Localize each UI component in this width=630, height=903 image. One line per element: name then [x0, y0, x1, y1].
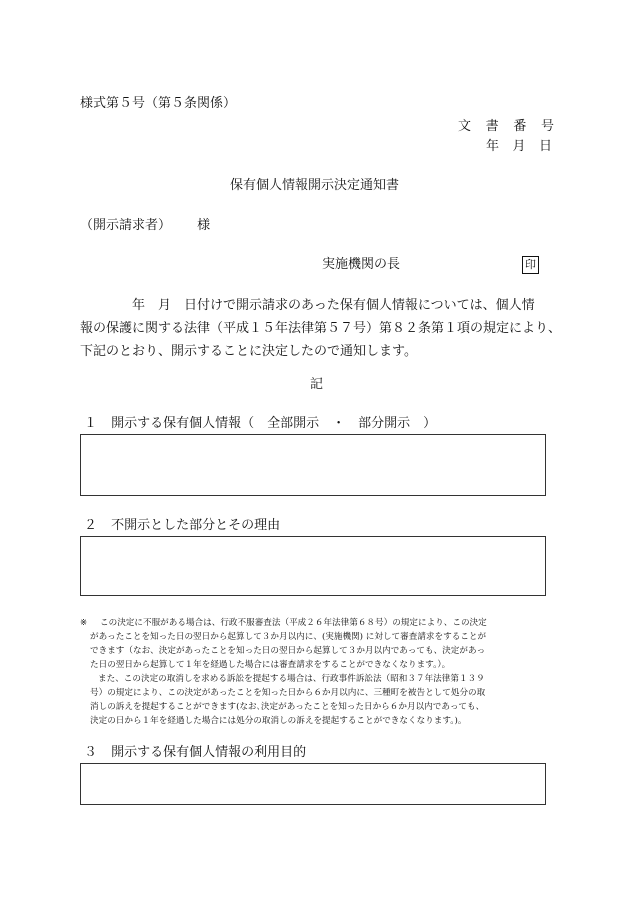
section-1-heading: [84, 416, 436, 432]
recipient-label: （開示請求者）: [80, 218, 172, 233]
note-line: があったことを知った日の翌日から起算して３か月以内に、(実施機関) に対して審査請求をすることが: [90, 632, 487, 642]
body-line: 下記のとおり、開示することに決定したので通知します。: [80, 344, 417, 359]
form-number: 様式第５号（第５条関係）: [80, 96, 237, 111]
document-title: 保有個人情報開示決定通知書: [230, 178, 400, 193]
seal-mark: 印: [522, 256, 539, 274]
note-line: 号）の規定により、この決定があったことを知った日から６か月以内に、三種町を被告として処分の取: [90, 688, 486, 698]
appeal-note: [80, 616, 560, 728]
document-number: [458, 119, 554, 135]
section-number: ３: [84, 745, 98, 760]
date-char: 日: [538, 139, 552, 154]
section-2-heading: [84, 518, 280, 534]
doc-number-char: 号: [540, 119, 554, 134]
doc-number-char: 文: [458, 119, 472, 134]
body-line: 報の保護に関する法律（平成１５年法律第５７号）第８２条第１項の規定により、: [80, 321, 562, 336]
note-line: できます（なお、決定があったことを知った日の翌日から起算して３か月以内であっても、決定があっ: [90, 646, 486, 656]
sender-label: 実施機関の長: [322, 257, 401, 272]
body-paragraph: [80, 294, 560, 363]
section-number: １: [84, 416, 98, 431]
section-label: 開示する保有個人情報の利用目的: [111, 745, 307, 760]
body-line: 年 月 日付けで開示請求のあった保有個人情報については、個人情: [132, 298, 535, 313]
date-char: 年: [486, 139, 500, 154]
note-line: また、この決定の取消しを求める訴訟を提起する場合は、行政事件訴訟法（昭和３７年法律第１３９: [98, 674, 485, 684]
section-3-heading: [84, 745, 306, 761]
date-char: 月: [512, 139, 526, 154]
note-line: 消しの訴えを提起することができます(なお､決定があったことを知った日から６か月以内であっても、: [90, 702, 485, 712]
recipient-line: [80, 218, 210, 234]
section-3-box[interactable]: [80, 763, 546, 805]
doc-number-char: 番: [513, 119, 527, 134]
section-label: 不開示とした部分とその理由: [111, 518, 281, 533]
note-line: た日の翌日から起算して１年を経過した場合には審査請求をすることができなくなります。）。: [90, 660, 451, 670]
document-date: [486, 139, 552, 155]
section-label: 開示する保有個人情報（ 全部開示 ・ 部分開示 ）: [111, 416, 437, 431]
doc-number-char: 書: [485, 119, 499, 134]
ki-heading: 記: [310, 377, 324, 392]
section-1-box[interactable]: [80, 434, 546, 496]
note-mark: ※: [80, 618, 88, 628]
note-line: ※ この決定に不服がある場合は、行政不服審査法（平成２６年法律第６８号）の規定により、この決定: [80, 618, 487, 628]
recipient-honorific: 様: [197, 218, 211, 233]
section-2-box[interactable]: [80, 536, 546, 596]
section-number: ２: [84, 518, 98, 533]
note-line: 決定の日から１年を経過した場合には処分の取消しの訴えを提起することができなくなります。)。: [90, 716, 467, 726]
